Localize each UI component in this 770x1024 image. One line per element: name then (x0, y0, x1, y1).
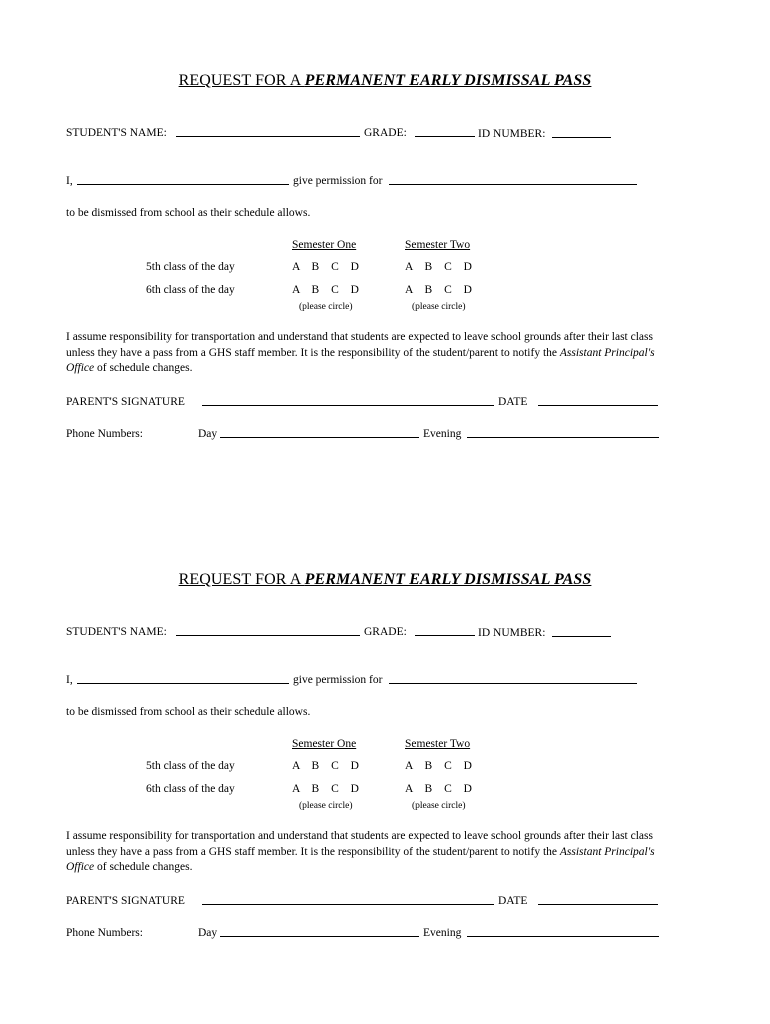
permission-label: give permission for (293, 175, 383, 187)
sem1-6th-choices[interactable]: A B C D (292, 783, 359, 795)
student-name-field[interactable] (176, 635, 360, 636)
dismissed-text: to be dismissed from school as their schedule allows. (66, 207, 311, 219)
row-6th-label: 6th class of the day (146, 783, 235, 795)
sem2-5th-choices[interactable]: A B C D (405, 261, 472, 273)
form-title: REQUEST FOR A PERMANENT EARLY DISMISSAL PASS (178, 571, 592, 588)
sem1-6th-choices[interactable]: A B C D (292, 284, 359, 296)
i-label: I, (66, 175, 73, 187)
dismissal-form-2 (0, 499, 770, 969)
day-label: Day (198, 927, 218, 939)
student-name-label: STUDENT'S NAME: (66, 127, 167, 139)
evening-label: Evening (423, 927, 462, 939)
day-phone-field[interactable] (220, 437, 419, 438)
phone-numbers-label: Phone Numbers: (66, 927, 143, 939)
grade-label: GRADE: (364, 626, 407, 638)
row-5th-label: 5th class of the day (146, 261, 235, 273)
evening-phone-field[interactable] (467, 437, 659, 438)
id-number-field[interactable] (552, 636, 611, 637)
evening-phone-field[interactable] (467, 936, 659, 937)
semester-two-header: Semester Two (405, 239, 471, 251)
date-field[interactable] (538, 904, 658, 905)
semester-two-header: Semester Two (405, 738, 471, 750)
responsibility-paragraph: I assume responsibility for transportation and understand that students are expected to leave school grounds after their last class unless they have a pass from a GHS staff member. It is the responsibility of the student/parent to notify the Assistant Principal's Office of schedule changes. (66, 830, 655, 873)
id-number-label: ID NUMBER: (478, 627, 546, 639)
permission-label: give permission for (293, 674, 383, 686)
grade-field[interactable] (415, 635, 475, 636)
id-number-field[interactable] (552, 137, 611, 138)
day-label: Day (198, 428, 218, 440)
student-permission-field[interactable] (389, 184, 637, 185)
date-field[interactable] (538, 405, 658, 406)
sem2-5th-choices[interactable]: A B C D (405, 760, 472, 772)
sem2-6th-choices[interactable]: A B C D (405, 783, 472, 795)
grade-label: GRADE: (364, 127, 407, 139)
please-circle-2: (please circle) (412, 302, 466, 312)
semester-one-header: Semester One (292, 738, 357, 750)
dismissed-text: to be dismissed from school as their schedule allows. (66, 706, 311, 718)
dismissal-form-1 (0, 0, 770, 470)
semester-one-header: Semester One (292, 239, 357, 251)
form-title: REQUEST FOR A PERMANENT EARLY DISMISSAL PASS (178, 72, 592, 89)
grade-field[interactable] (415, 136, 475, 137)
student-permission-field[interactable] (389, 683, 637, 684)
student-name-field[interactable] (176, 136, 360, 137)
evening-label: Evening (423, 428, 462, 440)
date-label: DATE (498, 895, 528, 907)
sem1-5th-choices[interactable]: A B C D (292, 261, 359, 273)
row-5th-label: 5th class of the day (146, 760, 235, 772)
date-label: DATE (498, 396, 528, 408)
sem2-6th-choices[interactable]: A B C D (405, 284, 472, 296)
parent-name-field[interactable] (77, 683, 289, 684)
i-label: I, (66, 674, 73, 686)
day-phone-field[interactable] (220, 936, 419, 937)
sem1-5th-choices[interactable]: A B C D (292, 760, 359, 772)
parent-name-field[interactable] (77, 184, 289, 185)
phone-numbers-label: Phone Numbers: (66, 428, 143, 440)
student-name-label: STUDENT'S NAME: (66, 626, 167, 638)
responsibility-paragraph: I assume responsibility for transportation and understand that students are expected to leave school grounds after their last class unless they have a pass from a GHS staff member. It is the responsibility of the student/parent to notify the Assistant Principal's Office of schedule changes. (66, 331, 655, 374)
parent-signature-field[interactable] (202, 405, 494, 406)
parent-signature-label: PARENT'S SIGNATURE (66, 396, 185, 408)
please-circle-2: (please circle) (412, 801, 466, 811)
row-6th-label: 6th class of the day (146, 284, 235, 296)
please-circle-1: (please circle) (299, 801, 353, 811)
please-circle-1: (please circle) (299, 302, 353, 312)
parent-signature-label: PARENT'S SIGNATURE (66, 895, 185, 907)
id-number-label: ID NUMBER: (478, 128, 546, 140)
parent-signature-field[interactable] (202, 904, 494, 905)
